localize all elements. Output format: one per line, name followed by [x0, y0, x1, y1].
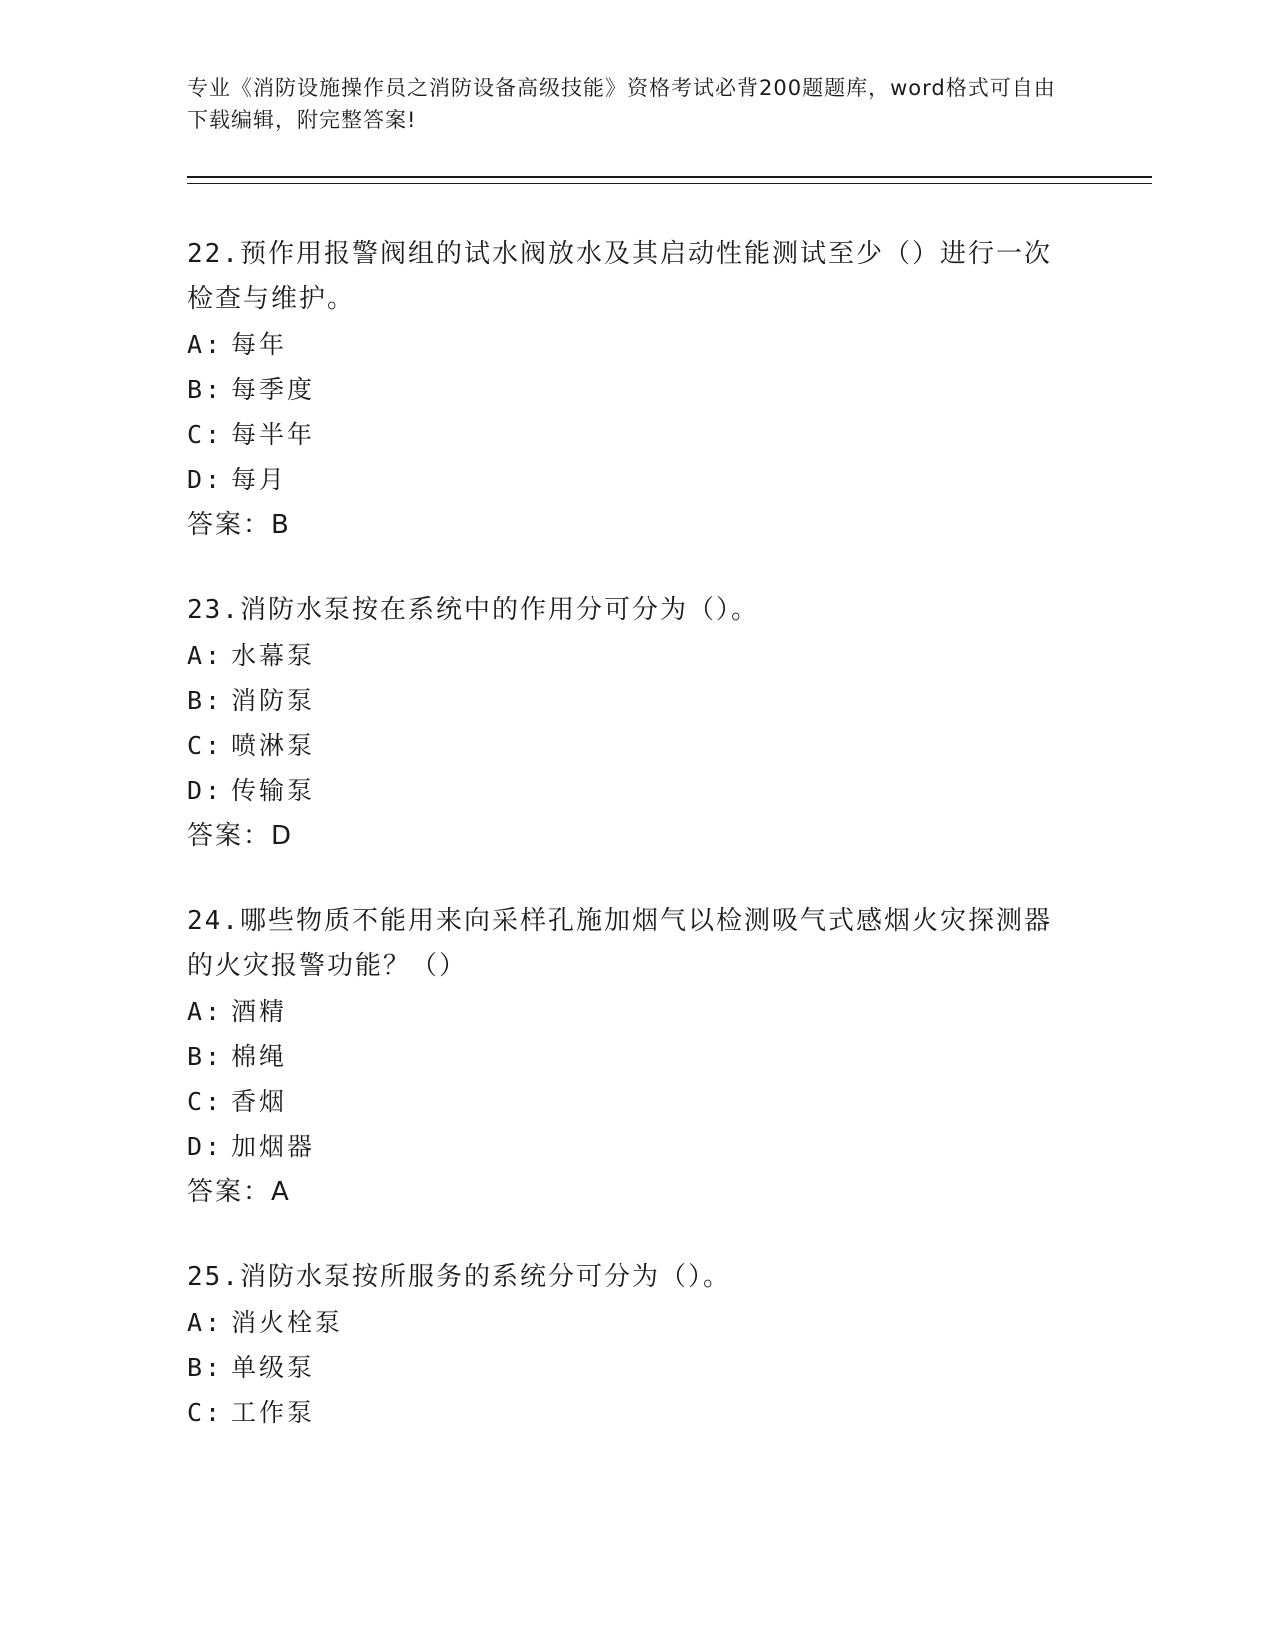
option-c — [187, 1079, 1067, 1124]
option-text: 每年 — [231, 330, 288, 359]
option-key: A: — [187, 997, 224, 1026]
option-key: C: — [187, 1087, 224, 1116]
option-d — [187, 768, 1067, 813]
question-22 — [187, 232, 1067, 548]
question-stem: 25.消防水泵按所服务的系统分可分为（）。 — [187, 1262, 731, 1292]
answer: 答案：A — [187, 1177, 291, 1207]
option-text: 每半年 — [231, 420, 316, 449]
option-key: C: — [187, 1398, 224, 1427]
option-text: 加烟器 — [231, 1132, 316, 1161]
option-text: 喷淋泵 — [231, 731, 316, 760]
option-text: 酒精 — [231, 997, 288, 1026]
option-key: A: — [187, 1308, 224, 1337]
option-text: 传输泵 — [231, 776, 316, 805]
option-text: 香烟 — [231, 1087, 288, 1116]
answer: 答案：B — [187, 510, 291, 540]
question-stem: 23.消防水泵按在系统中的作用分可分为（）。 — [187, 595, 759, 625]
option-c — [187, 412, 1067, 457]
option-a — [187, 633, 1067, 678]
question-stem: 22.预作用报警阀组的试水阀放水及其启动性能测试至少（）进行一次检查与维护。 — [187, 239, 1052, 314]
question-stem: 24.哪些物质不能用来向采样孔施加烟气以检测吸气式感烟火灾探测器的火灾报警功能？（） — [187, 906, 1052, 981]
option-key: B: — [187, 1042, 224, 1071]
option-text: 棉绳 — [231, 1042, 288, 1071]
option-c — [187, 723, 1067, 768]
option-a — [187, 322, 1067, 367]
question-list — [187, 232, 1067, 1475]
question-23 — [187, 588, 1067, 859]
option-b — [187, 678, 1067, 723]
option-a — [187, 989, 1067, 1034]
option-key: B: — [187, 686, 224, 715]
option-b — [187, 1034, 1067, 1079]
question-24 — [187, 899, 1067, 1215]
option-text: 消防泵 — [231, 686, 316, 715]
option-b — [187, 367, 1067, 412]
option-key: D: — [187, 465, 224, 494]
document-page — [187, 72, 1152, 1427]
option-a — [187, 1300, 1067, 1345]
option-key: D: — [187, 776, 224, 805]
option-key: A: — [187, 330, 224, 359]
option-key: A: — [187, 641, 224, 670]
option-d — [187, 1124, 1067, 1169]
option-key: C: — [187, 731, 224, 760]
answer: 答案：D — [187, 821, 294, 851]
option-text: 每月 — [231, 465, 288, 494]
option-c — [187, 1390, 1067, 1435]
document-header: 专业《消防设施操作员之消防设备高级技能》资格考试必背200题题库，word格式可自由下载编辑，附完整答案! — [187, 76, 1056, 132]
option-text: 消火栓泵 — [231, 1308, 344, 1337]
option-text: 水幕泵 — [231, 641, 316, 670]
option-b — [187, 1345, 1067, 1390]
header-divider — [187, 176, 1152, 184]
question-25 — [187, 1255, 1067, 1435]
option-text: 单级泵 — [231, 1353, 316, 1382]
option-key: D: — [187, 1132, 224, 1161]
option-key: B: — [187, 375, 224, 404]
option-text: 工作泵 — [231, 1398, 316, 1427]
option-key: C: — [187, 420, 224, 449]
option-d — [187, 457, 1067, 502]
option-key: B: — [187, 1353, 224, 1382]
option-text: 每季度 — [231, 375, 316, 404]
